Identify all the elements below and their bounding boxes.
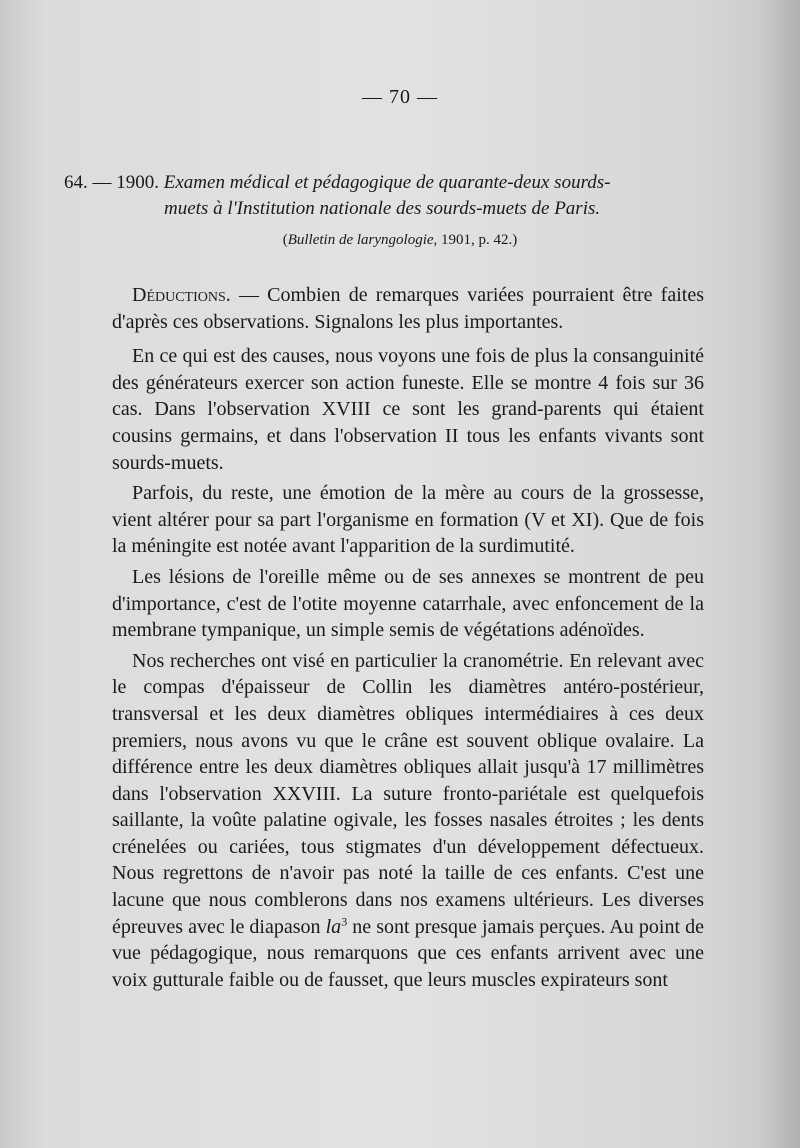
paragraph-cranometry: [112, 648, 704, 994]
bibliography-entry: [64, 170, 714, 222]
source-journal: Bulletin de laryngologie: [287, 232, 434, 248]
paragraph-emotion: Parfois, du reste, une émotion de la mère au cours de la grossesse, vient altérer pour sa part l'organisme en formation (V et XI). Que de fois la méningite est notée avant l'apparition de la surdimutité.: [112, 482, 704, 558]
source-citation: [0, 232, 800, 249]
paragraph-1-text: — Combien de remarques variées pourraient être faites d'après ces observations. Signalons les plus importantes.: [112, 284, 704, 333]
entry-title-line1: Examen médical et pédagogique de quarante-deux sourds-: [163, 172, 611, 193]
paragraph-5-text-b: ne sont presque jamais perçues. Au point de vue pédagogique, nous remarquons que ces enfants arrivent avec une voix gutturale faible ou de fausset, que leurs muscles expirateurs sont: [112, 915, 704, 991]
body-text: [112, 282, 704, 997]
page-edge-shadow: [760, 0, 800, 1148]
diapason-note: la: [325, 915, 342, 938]
diapason-superscript: 3: [341, 914, 348, 928]
paragraph-lesions: Les lésions de l'oreille même ou de ses annexes se montrent de peu d'importance, c'est de l'otite moyenne catarrhale, avec enfoncement de la membrane tympanique, un simple semis de végétations adénoïdes.: [112, 565, 704, 642]
source-open: (: [282, 232, 288, 248]
entry-title-line2: muets à l'Institution nationale des sourds-muets de Paris.: [164, 198, 601, 219]
paragraph-deductions: [112, 282, 704, 335]
entry-number: 64.: [64, 172, 88, 193]
page-number: — 70 —: [362, 86, 438, 108]
paragraph-5-text-a: Nos recherches ont visé en particulier la cranométrie. En relevant avec le compas d'épaisseur de Collin les diamètres antéro-postérieur, transversal et les deux diamètres obliques intermédiaires à ces deux premiers, nous avons vu que le crâne est souvent oblique ovalaire. La différence entre les deux diamètres obliques allait jusqu'à 17 millimètres dans l'observation XXVIII. La suture fronto-pariétale est quelquefois saillante, la voûte palatine ogivale, les fosses nasales étroites ; les dents crénelées ou cariées, tous stigmates d'un développement défectueux. Nous regrettons de n'avoir pas noté la taille de ces enfants. C'est une lacune que nous comblerons dans nos examens ultérieurs. Les diverses épreuves avec le diapason: [112, 649, 704, 938]
source-details: , 1901, p. 42.): [433, 232, 518, 248]
deductions-heading: Déductions.: [132, 284, 231, 306]
paragraph-causes: En ce qui est des causes, nous voyons une fois de plus la consanguinité des générateurs exercer son action funeste. Elle se montre 4 fois sur 36 cas. Dans l'observation XVIII ce sont les grand-parents qui étaient cousins germains, et dans l'observation II tous les enfants vivants sont sourds-muets.: [112, 345, 704, 474]
entry-year: — 1900.: [92, 172, 159, 193]
